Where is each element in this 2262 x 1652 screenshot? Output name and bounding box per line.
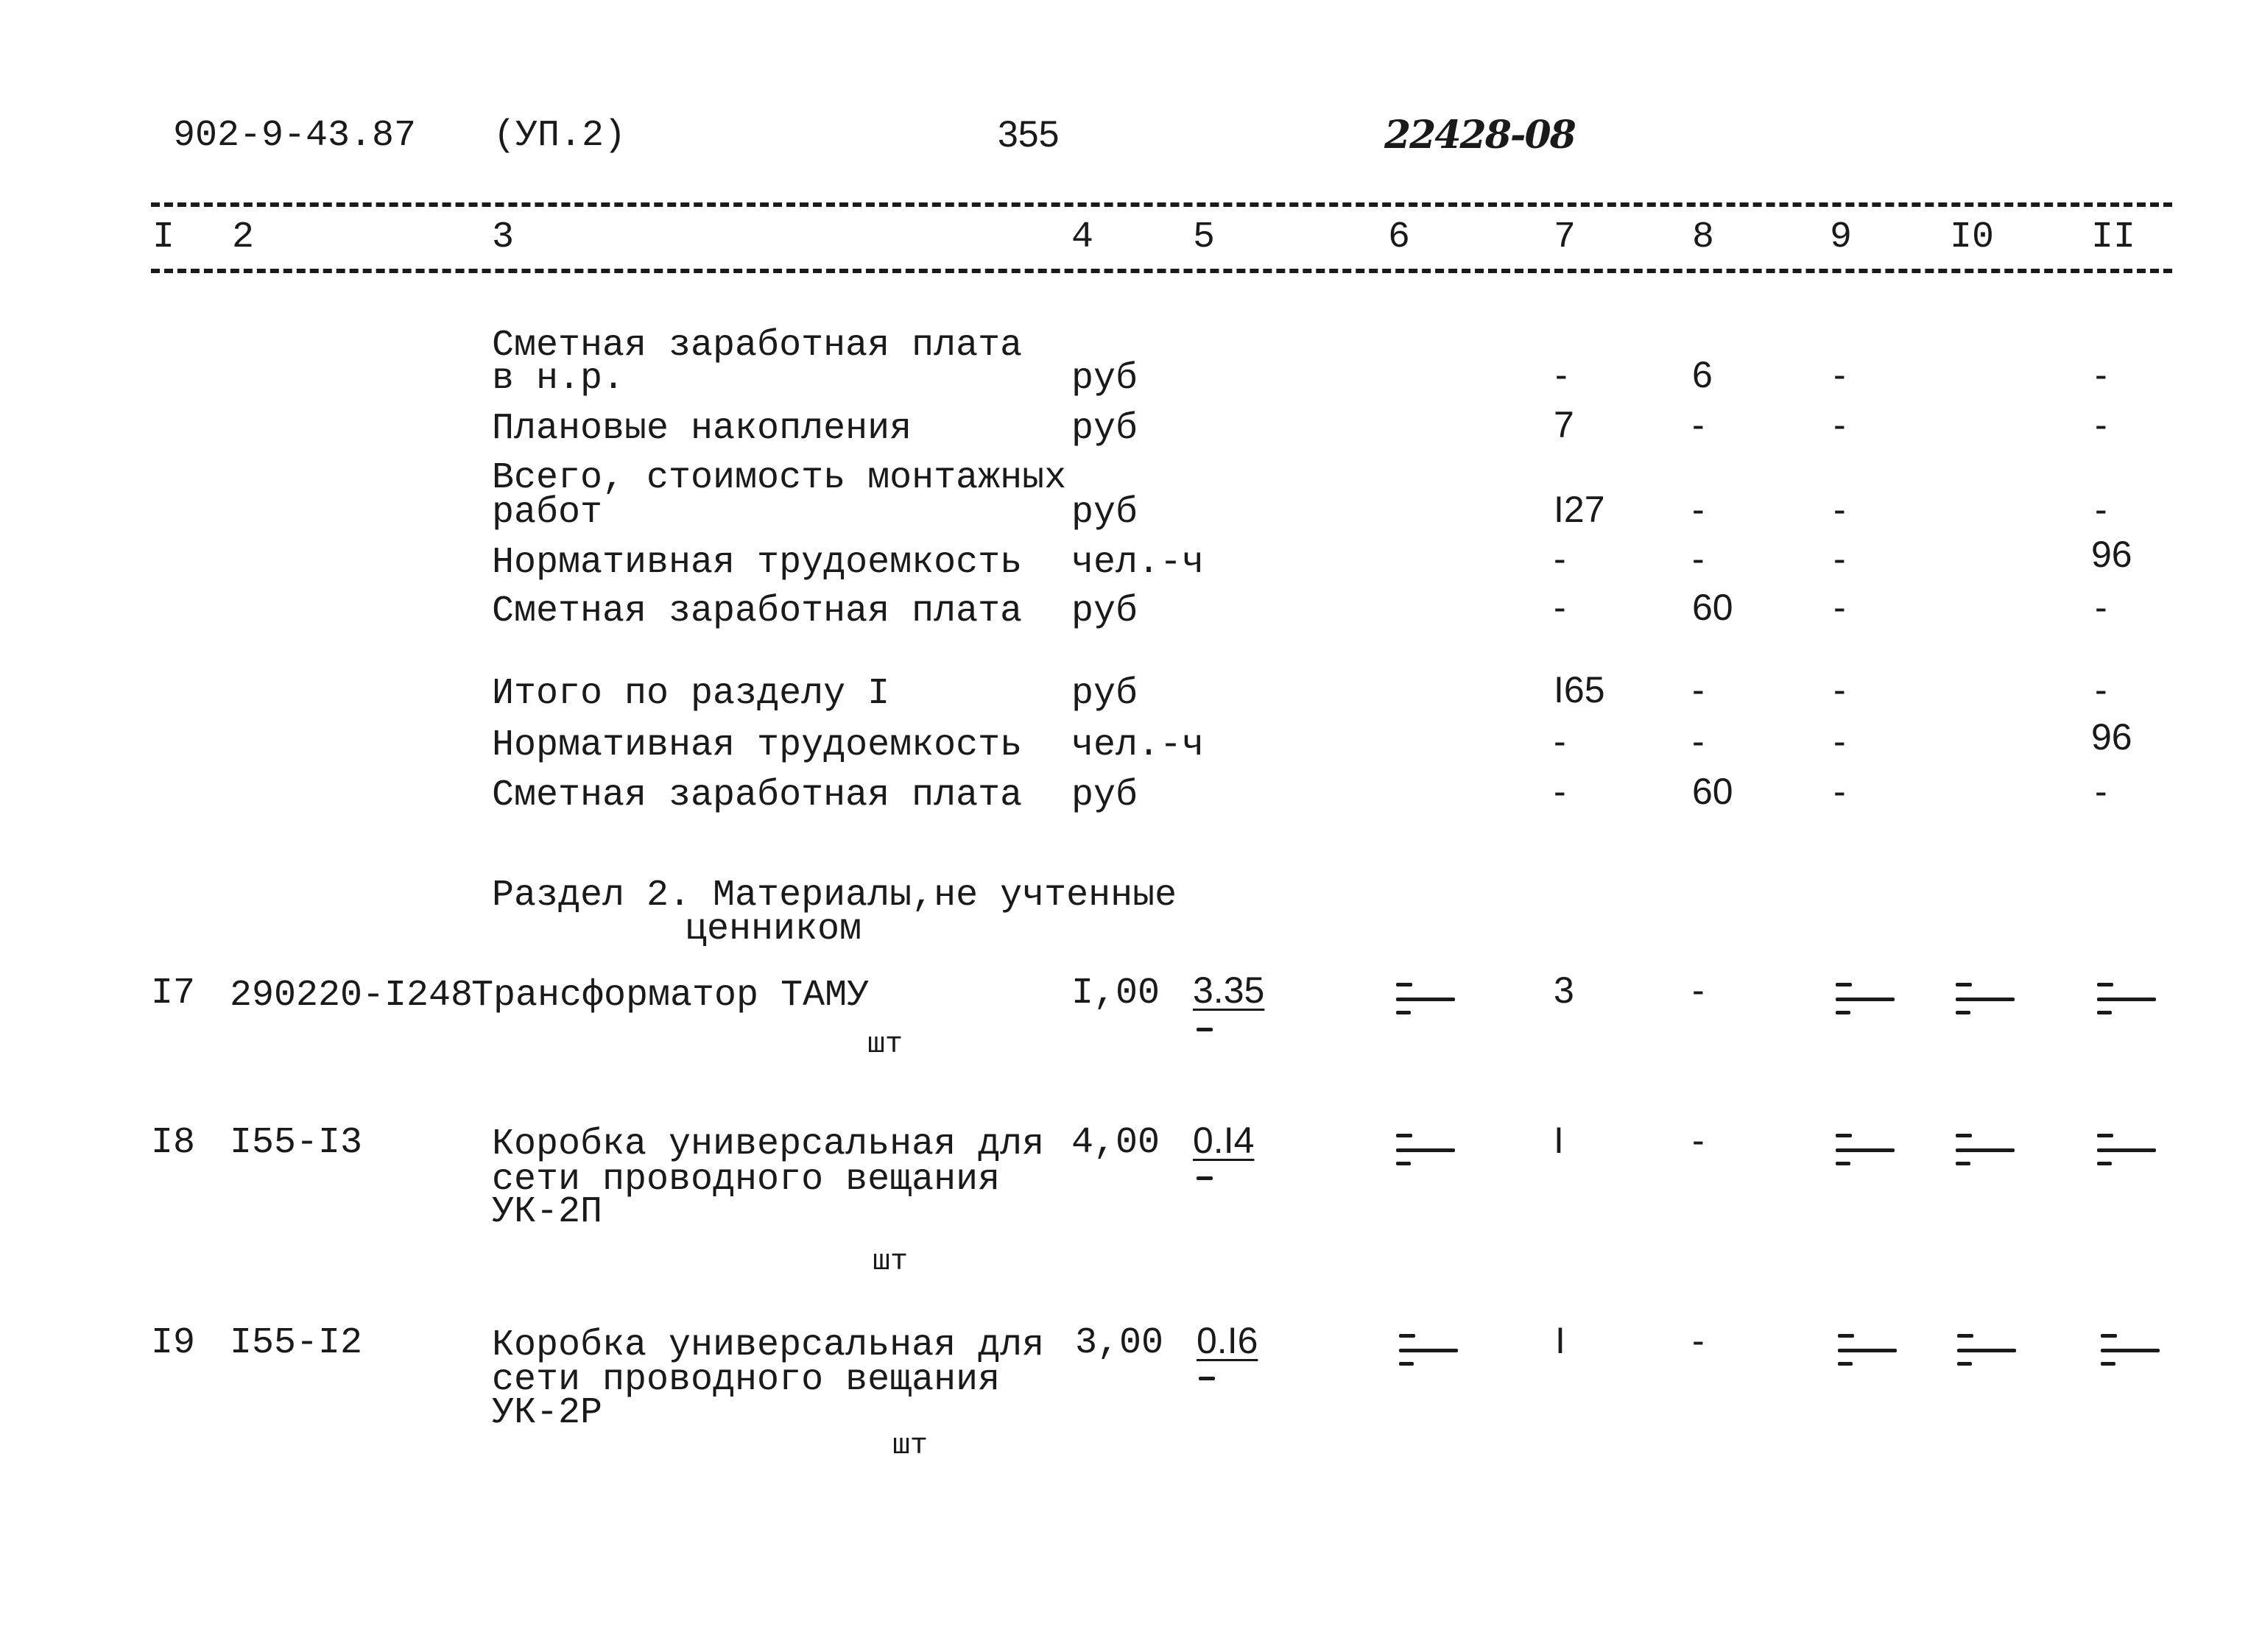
summary-label: Нормативная трудоемкость: [492, 724, 1023, 766]
item-quantity: 4,00: [1071, 1122, 1160, 1164]
summary-label: Плановые накопления: [492, 408, 912, 450]
empty-cell-mark: [1830, 1134, 1895, 1178]
summary-c9: -: [1833, 538, 1846, 579]
header-bottom-rule: [151, 269, 2172, 273]
empty-cell-mark: [1390, 983, 1455, 1027]
item-unit: шт: [873, 1246, 909, 1279]
empty-cell-mark: [2091, 983, 2156, 1027]
item-price: 0.I6: [1197, 1320, 1258, 1361]
summary-c8: -: [1692, 404, 1705, 445]
summary-unit: руб: [1071, 358, 1138, 400]
summary-unit: чел.-ч: [1071, 542, 1205, 584]
album-label: (УП.2): [493, 115, 627, 157]
summary-c7: -: [1554, 587, 1566, 628]
column-header-8: 8: [1692, 216, 1715, 258]
summary-c8: -: [1692, 721, 1705, 762]
summary-c7: -: [1554, 721, 1566, 762]
summary-c9: -: [1833, 721, 1846, 762]
summary-c9: -: [1833, 354, 1846, 395]
summary-c11: -: [2095, 404, 2107, 445]
column-header-11: II: [2091, 216, 2136, 258]
item-c8: -: [1692, 1320, 1705, 1361]
item-name-cont: сети проводного вещания: [492, 1359, 1001, 1401]
summary-label-cont: работ: [492, 492, 603, 534]
summary-unit: чел.-ч: [1071, 724, 1205, 766]
column-header-5: 5: [1193, 216, 1216, 258]
item-quantity: 3,00: [1075, 1322, 1164, 1364]
item-number: I9: [151, 1322, 196, 1364]
empty-cell-mark: [1950, 1134, 2015, 1178]
summary-c7: I65: [1554, 669, 1605, 710]
summary-c11: -: [2095, 669, 2107, 710]
summary-label: Сметная заработная плата: [492, 325, 1023, 367]
item-code: I55-I3: [230, 1122, 363, 1164]
item-c7: 3: [1554, 970, 1574, 1011]
summary-c7: I27: [1554, 489, 1605, 530]
summary-c9: -: [1833, 587, 1846, 628]
item-name-cont: сети проводного вещания: [492, 1159, 1001, 1201]
empty-cell-mark: [1390, 1134, 1455, 1178]
item-price: 0.I4: [1193, 1120, 1255, 1161]
section-title-cont: ценником: [685, 908, 862, 950]
item-name-cont: УК-2П: [492, 1191, 603, 1233]
summary-c8: -: [1692, 669, 1705, 710]
empty-cell-mark: [2091, 1134, 2156, 1178]
price-fraction-mark: [1197, 1028, 1213, 1031]
summary-label: Сметная заработная плата: [492, 774, 1023, 816]
summary-c9: -: [1833, 771, 1846, 812]
summary-c7: -: [1554, 771, 1566, 812]
item-number: I7: [151, 973, 196, 1014]
section-title: Раздел 2. Материалы,не учтенные: [492, 875, 1177, 917]
summary-c11: -: [2095, 771, 2107, 812]
item-code: 290220-I248: [230, 975, 473, 1017]
section-total-label: Итого по разделу I: [492, 673, 890, 715]
column-header-7: 7: [1554, 216, 1576, 258]
summary-unit: руб: [1071, 774, 1138, 816]
page-number: 355: [998, 113, 1060, 155]
empty-cell-mark: [2095, 1334, 2160, 1378]
summary-c9: -: [1833, 669, 1846, 710]
summary-c8: 60: [1692, 771, 1733, 812]
item-c8: -: [1692, 1120, 1705, 1161]
item-unit: шт: [867, 1028, 903, 1062]
item-quantity: I,00: [1071, 973, 1160, 1014]
summary-unit: руб: [1071, 492, 1138, 534]
document-code: 902-9-43.87: [173, 115, 417, 157]
empty-cell-mark: [1393, 1334, 1458, 1378]
item-c8: -: [1692, 970, 1705, 1011]
empty-cell-mark: [1830, 983, 1895, 1027]
summary-c8: 60: [1692, 587, 1733, 628]
summary-c7: -: [1554, 538, 1566, 579]
summary-unit: руб: [1071, 673, 1138, 715]
header-top-rule: [151, 202, 2172, 207]
summary-c8: -: [1692, 538, 1705, 579]
summary-unit: руб: [1071, 408, 1138, 450]
column-header-2: 2: [232, 216, 255, 258]
item-c7: I: [1554, 1120, 1564, 1161]
summary-c8: -: [1692, 489, 1705, 530]
summary-c9: -: [1833, 404, 1846, 445]
empty-cell-mark: [1832, 1334, 1897, 1378]
summary-c8: 6: [1692, 354, 1713, 395]
column-header-6: 6: [1388, 216, 1411, 258]
price-fraction-mark: [1197, 1176, 1213, 1180]
summary-c7: 7: [1554, 404, 1574, 445]
item-name-cont: УК-2Р: [492, 1392, 603, 1434]
item-unit: шт: [892, 1430, 929, 1463]
item-code: I55-I2: [230, 1322, 363, 1364]
item-name: Коробка универсальная для: [492, 1324, 1045, 1366]
summary-label: Нормативная трудоемкость: [492, 542, 1023, 584]
summary-label: Всего, стоимость монтажных: [492, 457, 1067, 499]
summary-unit: руб: [1071, 590, 1138, 632]
column-header-1: I: [152, 216, 175, 258]
summary-c11: -: [2095, 587, 2107, 628]
summary-c11: -: [2095, 354, 2107, 395]
item-name: Трансформатор ТАМУ: [471, 975, 870, 1017]
summary-label-cont: в н.р.: [492, 358, 625, 400]
empty-cell-mark: [1951, 1334, 2016, 1378]
item-name: Коробка универсальная для: [492, 1123, 1045, 1165]
item-c7: I: [1555, 1320, 1565, 1361]
summary-c11: -: [2095, 489, 2107, 530]
item-price: 3.35: [1193, 970, 1265, 1011]
handwritten-number: 22428-08: [1384, 113, 1575, 158]
price-fraction-mark: [1199, 1377, 1215, 1380]
summary-label: Сметная заработная плата: [492, 590, 1023, 632]
summary-c7: -: [1555, 354, 1568, 395]
column-header-3: 3: [492, 216, 515, 258]
column-header-10: I0: [1950, 216, 1995, 258]
summary-c11: 96: [2091, 534, 2132, 575]
summary-c11: 96: [2091, 716, 2132, 758]
item-number: I8: [151, 1122, 196, 1164]
summary-c9: -: [1833, 489, 1846, 530]
column-header-9: 9: [1830, 216, 1853, 258]
column-header-4: 4: [1071, 216, 1094, 258]
empty-cell-mark: [1950, 983, 2015, 1027]
